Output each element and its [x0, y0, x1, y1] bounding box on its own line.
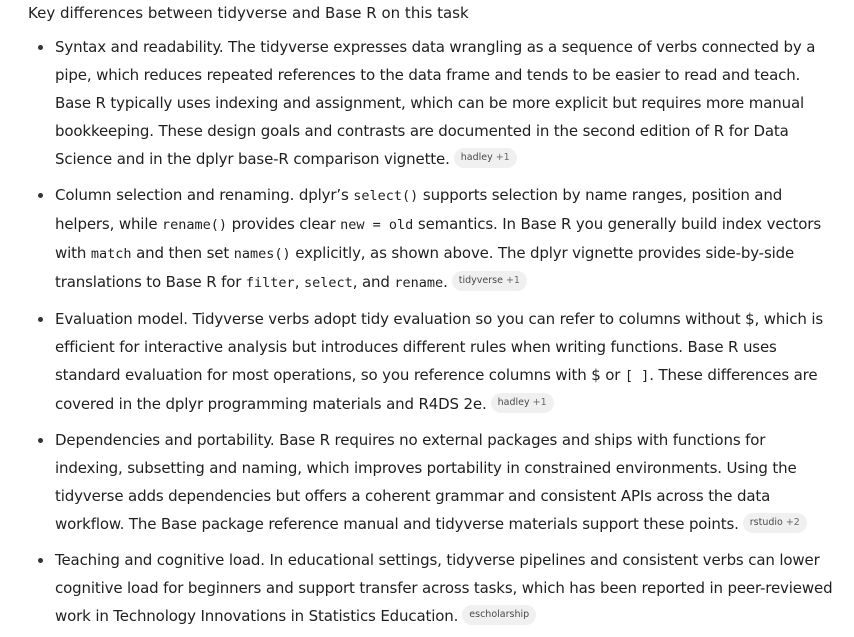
bullet-text: Dependencies and portability. Base R requires no external packages and ships with functions for indexing, subsetting and naming, which improves portability in constrained environments. Using the tidyverse adds dependencies but offers a coherent grammar and consistent APIs across the data workflow. The Base package reference manual and tidyverse materials support these points. — [55, 431, 797, 533]
bullet-text: Teaching and cognitive load. In educational settings, tidyverse pipelines and consistent verbs can lower cognitive load for beginners and support transfer across tasks, which has been reported in peer-reviewed work in Technology Innovations in Statistics Education. — [55, 551, 833, 625]
citation-source: tidyverse — [458, 274, 503, 286]
list-item-teaching — [28, 546, 834, 630]
citation-source: hadley — [460, 151, 493, 163]
bullet-text: provides clear — [227, 215, 341, 233]
bullet-text: semantics. In Base R you generally build index vectors with — [55, 215, 821, 262]
citation-count: +1 — [505, 274, 520, 286]
differences-list — [28, 33, 834, 630]
bullet-text: supports selection by name ranges, position and helpers, while — [55, 186, 783, 233]
bullet-text: Syntax and readability. The tidyverse expresses data wrangling as a sequence of verbs connected by a pipe, which reduces repeated references to the data frame and tends to be easier to read and teach. Base R typically uses indexing and assignment, which can be more explicit but requires more manual bookkeeping. These design goals and contrasts are documented in the second edition of R for Data Science and in the dplyr base-R comparison vignette. — [55, 38, 816, 168]
citation-count: +1 — [495, 151, 510, 163]
bullet-text: . — [443, 273, 448, 291]
citation-chip[interactable] — [454, 148, 517, 168]
bullet-text: and then set — [131, 244, 234, 262]
inline-code: names() — [233, 246, 291, 262]
inline-code: [ ] — [624, 368, 650, 384]
list-item-syntax — [28, 33, 834, 173]
section-heading: Key differences between tidyverse and Base R on this task — [28, 4, 469, 22]
citation-source: rstudio — [749, 516, 783, 528]
bullet-text: , and — [352, 273, 395, 291]
bullet-text: Column selection and renaming. dplyr’s — [55, 186, 354, 204]
inline-code: rename() — [162, 217, 228, 233]
citation-chip[interactable] — [462, 605, 536, 625]
inline-code: rename — [394, 275, 444, 291]
citation-source: hadley — [497, 396, 530, 408]
list-item-evaluation-model — [28, 305, 834, 418]
inline-code: match — [90, 246, 132, 262]
bullet-text: Evaluation model. Tidyverse verbs adopt tidy evaluation so you can refer to columns without $, which is efficient for interactive analysis but introduces different rules when writing functions. Base R uses standard evaluation for most operations, so you reference columns with $ or — [55, 310, 824, 384]
citation-count: +1 — [532, 396, 547, 408]
citation-chip[interactable] — [452, 271, 527, 291]
inline-code: select — [303, 275, 353, 291]
citation-count: +2 — [785, 516, 800, 528]
citation-chip[interactable] — [491, 393, 554, 413]
bullet-text: , — [294, 273, 304, 291]
citation-chip[interactable] — [743, 513, 807, 533]
inline-code: select() — [353, 188, 419, 204]
list-item-dependencies — [28, 426, 834, 538]
citation-source: escholarship — [469, 608, 530, 620]
bullet-text: explicitly, as shown above. The dplyr vignette provides side-by-side translations to Base R for — [55, 244, 795, 291]
inline-code: filter — [245, 275, 295, 291]
bullet-text: . These differences are covered in the dplyr programming materials and R4DS 2e. — [55, 366, 818, 413]
list-item-column-selection — [28, 181, 834, 297]
inline-code: new = old — [340, 217, 414, 233]
